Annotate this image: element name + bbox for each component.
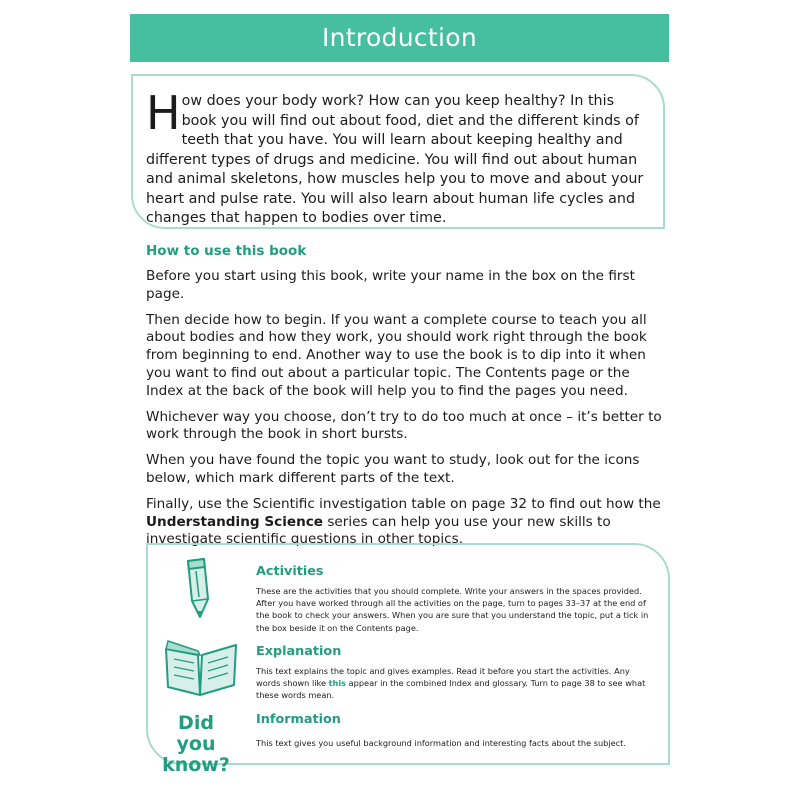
explanation-heading: Explanation xyxy=(256,644,342,659)
did-you-know-badge xyxy=(156,713,236,776)
icons-key-box xyxy=(146,543,670,776)
paragraph-4: When you have found the topic you want to study, look out for the icons below, which mark different parts of the text. xyxy=(146,452,640,486)
how-to-use-section xyxy=(146,241,666,557)
badge-line-1: Did you xyxy=(176,712,216,755)
pencil-icon xyxy=(174,555,224,623)
paragraph-1: Before you start using this book, write your name in the box on the first page. xyxy=(146,268,635,302)
information-heading: Information xyxy=(256,712,341,727)
paragraph-5-start: Finally, use the Scientific investigation table on page 32 to find out how the xyxy=(146,495,661,512)
activities-heading: Activities xyxy=(256,564,324,579)
information-text: This text gives you useful background information and interesting facts about the subject. xyxy=(256,738,626,748)
explanation-entry xyxy=(256,643,656,702)
page-title: Introduction xyxy=(130,14,669,62)
paragraph-5-end: series can help you use your new skills to investigate scientific questions in other topics. xyxy=(146,513,611,548)
intro-dropcap: H xyxy=(146,86,181,140)
activities-text: These are the activities that you should complete. Write your answers in the spaces provided. After you have worked through all the activities on the page, turn to pages 33–37 at the end of the book to check your answers. When you are sure that you understand the topic, put a tick in the box beside it on the Contents page. xyxy=(256,586,649,633)
glossary-example-word: this xyxy=(328,678,347,689)
paragraph-3: Whichever way you choose, don’t try to do too much at once – it’s better to work through the book in short bursts. xyxy=(146,408,662,443)
paragraph-2: Then decide how to begin. If you want a complete course to teach you all about bodies and how they work, you should work right through the book from beginning to end. Another way to use the book is to dip into it when you want to find out about a particular topic. The Contents page or the Index at the back of the book will help you to find the pages you need. xyxy=(146,311,647,399)
how-to-use-heading: How to use this book xyxy=(146,243,307,259)
explanation-text-start: This text explains the topic and gives examples. Read it before you start the activities. Any words shown like xyxy=(256,666,630,689)
explanation-text-end: appear in the combined Index and glossary. Turn to page 38 to see what these words mean. xyxy=(256,678,646,701)
intro-text: ow does your body work? How can you keep healthy? In this book you will find out about food, diet and the different kinds of teeth that you have. You will learn about keeping healthy and different types of drugs and medicine. You will find out about human and animal skeletons, how muscles help you to move and about your heart and pulse rate. You will also learn about human life cycles and changes that happen to bodies over time. xyxy=(146,93,644,226)
series-name: Understanding Science xyxy=(146,513,324,530)
intro-paragraph xyxy=(146,86,651,229)
open-book-icon xyxy=(162,637,240,699)
paragraph-5 xyxy=(146,496,666,549)
badge-line-2: know? xyxy=(162,754,230,776)
information-entry xyxy=(256,711,656,749)
activities-entry xyxy=(256,563,656,634)
intro-box xyxy=(131,74,665,229)
explanation-text xyxy=(256,665,656,702)
